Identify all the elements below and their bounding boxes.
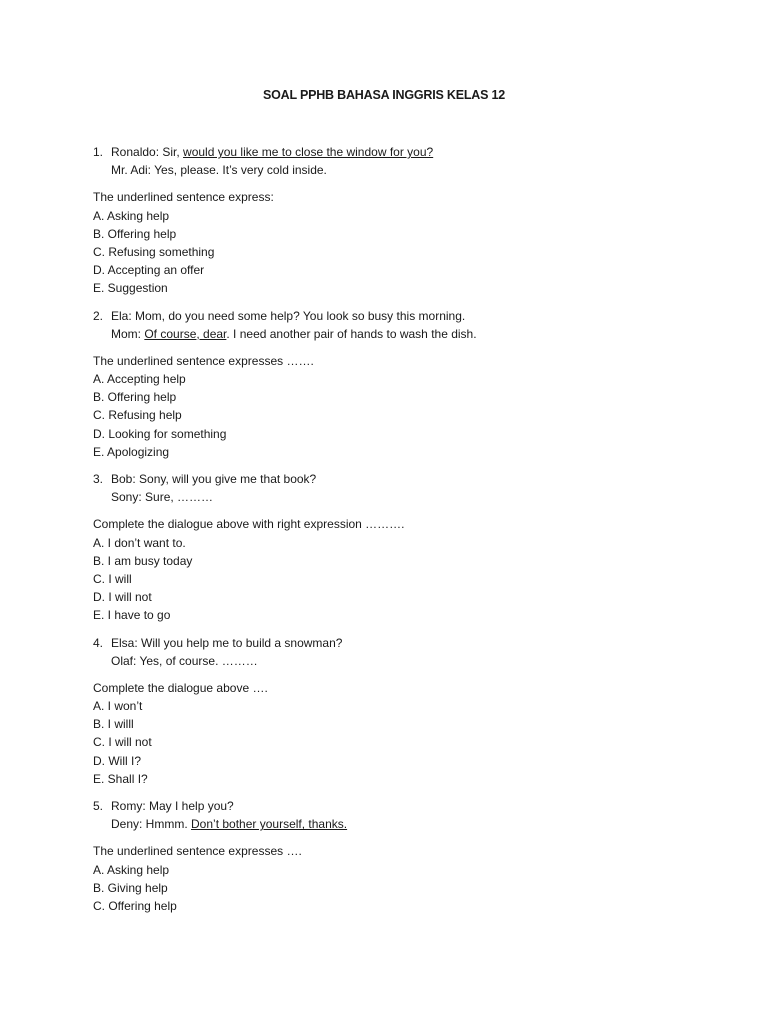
- option-e: E. Apologizing: [93, 444, 170, 459]
- option-e: E. Shall I?: [93, 771, 148, 786]
- question-2: [93, 307, 713, 471]
- option-a: A. I don’t want to.: [93, 535, 186, 550]
- question-prompt: The underlined sentence express:: [93, 190, 274, 205]
- question-number: 3.: [93, 472, 104, 486]
- question-number: 2.: [93, 308, 104, 323]
- option-b: B. Offering help: [93, 226, 177, 241]
- question-prompt: Complete the dialogue above ….: [93, 680, 268, 695]
- option-b: B. I willl: [93, 717, 134, 732]
- dialogue-line: Ela: Mom, do you need some help? You look so busy this morning.: [111, 308, 466, 323]
- option-b: B. Giving help: [93, 880, 168, 895]
- question-prompt: Complete the dialogue above with right expression ……….: [93, 517, 405, 532]
- option-e: E. Suggestion: [93, 281, 168, 296]
- question-number: 1.: [93, 145, 104, 159]
- question-1: [93, 143, 713, 307]
- dialogue-line: Romy: May I help you?: [111, 799, 234, 813]
- question-list: [93, 143, 713, 915]
- option-c: C. I will not: [93, 735, 152, 750]
- question-number: 5.: [93, 799, 104, 813]
- option-e: E. I have to go: [93, 608, 171, 623]
- option-c: C. Offering help: [93, 898, 177, 913]
- question-4: [93, 634, 713, 798]
- dialogue-line: Mr. Adi: Yes, please. It’s very cold inside.: [111, 163, 327, 178]
- dialogue-line: Olaf: Yes, of course. ………: [111, 653, 258, 668]
- option-c: C. Refusing something: [93, 244, 215, 259]
- option-b: B. Offering help: [93, 390, 177, 405]
- question-prompt: The underlined sentence expresses ….: [93, 844, 302, 859]
- option-d: D. Accepting an offer: [93, 263, 205, 278]
- dialogue-line: Mom: Of course, dear. I need another pair of hands to wash the dish.: [111, 326, 477, 341]
- option-a: A. Asking help: [93, 862, 170, 877]
- dialogue-line: Ronaldo: Sir, would you like me to close the window for you?: [111, 145, 434, 159]
- dialogue-line: Sony: Sure, ………: [111, 490, 214, 505]
- dialogue-line: Deny: Hmmm. Don’t bother yourself, thanks.: [111, 817, 348, 832]
- dialogue-line: Bob: Sony, will you give me that book?: [111, 472, 317, 486]
- question-5: [93, 797, 713, 915]
- option-a: A. Asking help: [93, 208, 170, 223]
- question-3: [93, 470, 713, 634]
- option-c: C. Refusing help: [93, 408, 182, 423]
- option-c: C. I will: [93, 571, 132, 586]
- underlined-sentence: would you like me to close the window for you?: [183, 145, 434, 159]
- dialogue-line: Elsa: Will you help me to build a snowman?: [111, 635, 343, 650]
- underlined-sentence: Don’t bother yourself, thanks.: [191, 817, 348, 832]
- question-number: 4.: [93, 635, 104, 650]
- option-b: B. I am busy today: [93, 553, 193, 568]
- option-a: A. Accepting help: [93, 372, 186, 387]
- option-d: D. I will not: [93, 590, 152, 605]
- page-title: SOAL PPHB BAHASA INGGRIS KELAS 12: [262, 88, 506, 102]
- option-a: A. I won’t: [93, 699, 143, 714]
- question-prompt: The underlined sentence expresses …….: [93, 353, 314, 368]
- option-d: D. Will I?: [93, 753, 141, 768]
- option-d: D. Looking for something: [93, 426, 227, 441]
- underlined-sentence: Of course, dear: [144, 326, 227, 341]
